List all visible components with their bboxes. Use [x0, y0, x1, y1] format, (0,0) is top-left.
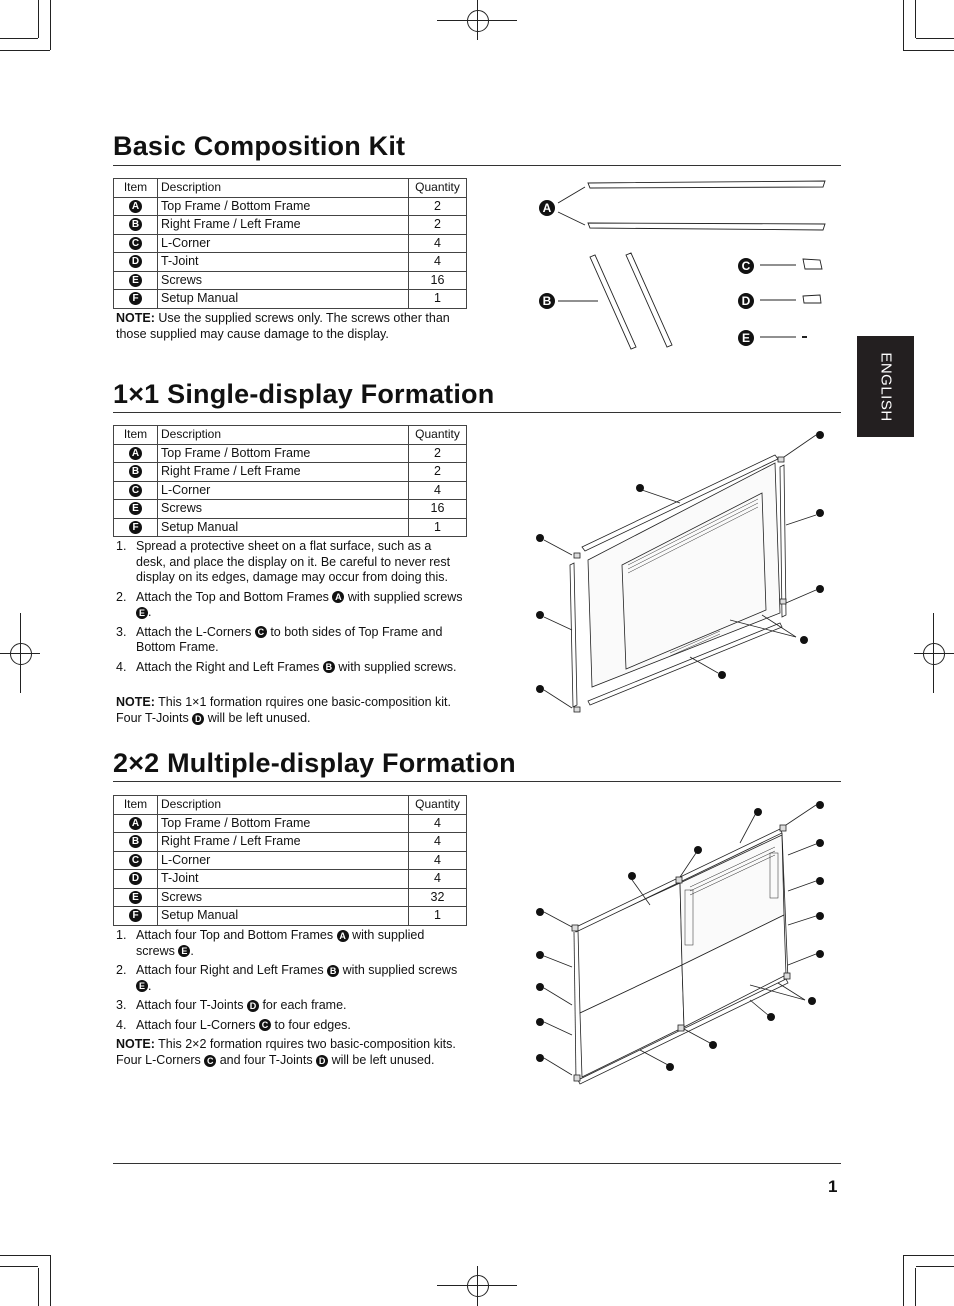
- table-row: C L-Corner 4: [114, 481, 467, 500]
- item-badge: F: [129, 909, 142, 922]
- item-badge: E: [178, 945, 190, 957]
- item-badge: B: [129, 218, 142, 231]
- item-badge: C: [129, 854, 142, 867]
- table-row: F Setup Manual 1: [114, 518, 467, 537]
- step-item: 3. Attach the L-Corners C to both sides of Top Frame and Bottom Frame.: [116, 624, 443, 654]
- table-row: A Top Frame / Bottom Frame 2: [114, 197, 467, 216]
- section-title-basic-kit: Basic Composition Kit: [113, 131, 406, 161]
- item-badge: B: [129, 835, 142, 848]
- step-item: 4. Attach the Right and Left Frames B with supplied screws.: [116, 659, 457, 674]
- steps-1x1: [116, 539, 464, 679]
- item-badge: C: [255, 626, 267, 638]
- table-row: E Screws 16: [114, 271, 467, 290]
- item-badge: F: [129, 292, 142, 305]
- item-badge: E: [129, 502, 142, 515]
- section-rule: [113, 165, 841, 166]
- item-badge: D: [247, 1000, 259, 1012]
- item-badge: D: [316, 1055, 328, 1067]
- item-badge: E: [136, 607, 148, 619]
- step-item: 4. Attach four L-Corners C to four edges.: [116, 1017, 351, 1032]
- figure-label-c: C: [738, 257, 754, 275]
- item-badge: D: [129, 872, 142, 885]
- figure-label-b: B: [539, 292, 555, 310]
- section-title-2x2: 2×2 Multiple-display Formation: [113, 748, 516, 778]
- page-number: 1: [828, 1177, 838, 1196]
- side-frame-illustration: [558, 253, 672, 349]
- kit-parts-illustration: [530, 175, 840, 355]
- table-row: D T-Joint 4: [114, 870, 467, 889]
- table-row: B Right Frame / Left Frame 2: [114, 216, 467, 235]
- figure-label-d: D: [738, 292, 754, 310]
- note-basic-kit: NOTE: Use the supplied screws only. The screws other than those supplied may cause damage to the display.: [116, 311, 450, 341]
- item-badge: F: [129, 521, 142, 534]
- item-badge: A: [129, 447, 142, 460]
- multi-display-illustration: [530, 795, 840, 1085]
- footer-rule: [113, 1163, 841, 1164]
- item-badge: A: [332, 591, 344, 603]
- item-badge: B: [323, 661, 335, 673]
- table-row: B Right Frame / Left Frame 2: [114, 463, 467, 482]
- table-row: A Top Frame / Bottom Frame 2: [114, 444, 467, 463]
- item-badge: C: [129, 237, 142, 250]
- item-badge: E: [129, 891, 142, 904]
- item-badge: A: [129, 200, 142, 213]
- table-row: E Screws 16: [114, 500, 467, 519]
- table-header-row: Item Description Quantity: [114, 796, 467, 815]
- section-rule: [113, 781, 841, 782]
- table-row: E Screws 32: [114, 888, 467, 907]
- figure-label-a: A: [539, 199, 555, 217]
- item-badge: D: [129, 255, 142, 268]
- item-badge: E: [136, 980, 148, 992]
- item-badge: C: [129, 484, 142, 497]
- item-badge: C: [259, 1019, 271, 1031]
- table-row: B Right Frame / Left Frame 4: [114, 833, 467, 852]
- step-item: 2. Attach the Top and Bottom Frames A with supplied screws E .: [116, 589, 463, 619]
- table-row: D T-Joint 4: [114, 253, 467, 272]
- note-1x1: NOTE: This 1×1 formation rquires one basic-composition kit. Four T-Joints D will be left unused.: [116, 695, 451, 725]
- top-bottom-frame-illustration: [558, 181, 825, 230]
- small-parts-illustration: [760, 259, 822, 337]
- table-row: C L-Corner 4: [114, 851, 467, 870]
- table-row: C L-Corner 4: [114, 234, 467, 253]
- item-badge: A: [129, 817, 142, 830]
- parts-table-1x1: [113, 425, 467, 537]
- steps-2x2: [116, 928, 464, 1037]
- table-row: F Setup Manual 1: [114, 907, 467, 926]
- item-badge: B: [327, 965, 339, 977]
- step-item: 1. Spread a protective sheet on a flat surface, such as a desk, and place the display on it. Be careful to never rest display on its edges, damage may occur from doing this.: [116, 539, 451, 584]
- step-item: 2. Attach four Right and Left Frames B with supplied screws E .: [116, 963, 458, 993]
- parts-table-2x2: [113, 795, 467, 926]
- item-badge: C: [204, 1055, 216, 1067]
- language-tab: [857, 336, 914, 437]
- section-rule: [113, 412, 841, 413]
- table-row: A Top Frame / Bottom Frame 4: [114, 814, 467, 833]
- item-badge: D: [192, 713, 204, 725]
- single-display-illustration: [530, 425, 840, 720]
- figure-label-e: E: [738, 329, 754, 347]
- note-2x2: NOTE: This 2×2 formation rquires two basic-composition kits. Four L-Corners C and four T-Joints D will be left unused.: [116, 1037, 456, 1067]
- table-header-row: Item Description Quantity: [114, 179, 467, 198]
- step-item: 1. Attach four Top and Bottom Frames A with supplied screws E .: [116, 928, 425, 958]
- item-badge: E: [129, 274, 142, 287]
- section-title-1x1: 1×1 Single-display Formation: [113, 379, 495, 409]
- table-header-row: Item Description Quantity: [114, 426, 467, 445]
- item-badge: B: [129, 465, 142, 478]
- table-row: F Setup Manual 1: [114, 290, 467, 309]
- step-item: 3. Attach four T-Joints D for each frame.: [116, 998, 347, 1012]
- item-badge: A: [337, 930, 349, 942]
- language-tab-label: ENGLISH: [877, 351, 894, 422]
- parts-table-basic-kit: [113, 178, 467, 309]
